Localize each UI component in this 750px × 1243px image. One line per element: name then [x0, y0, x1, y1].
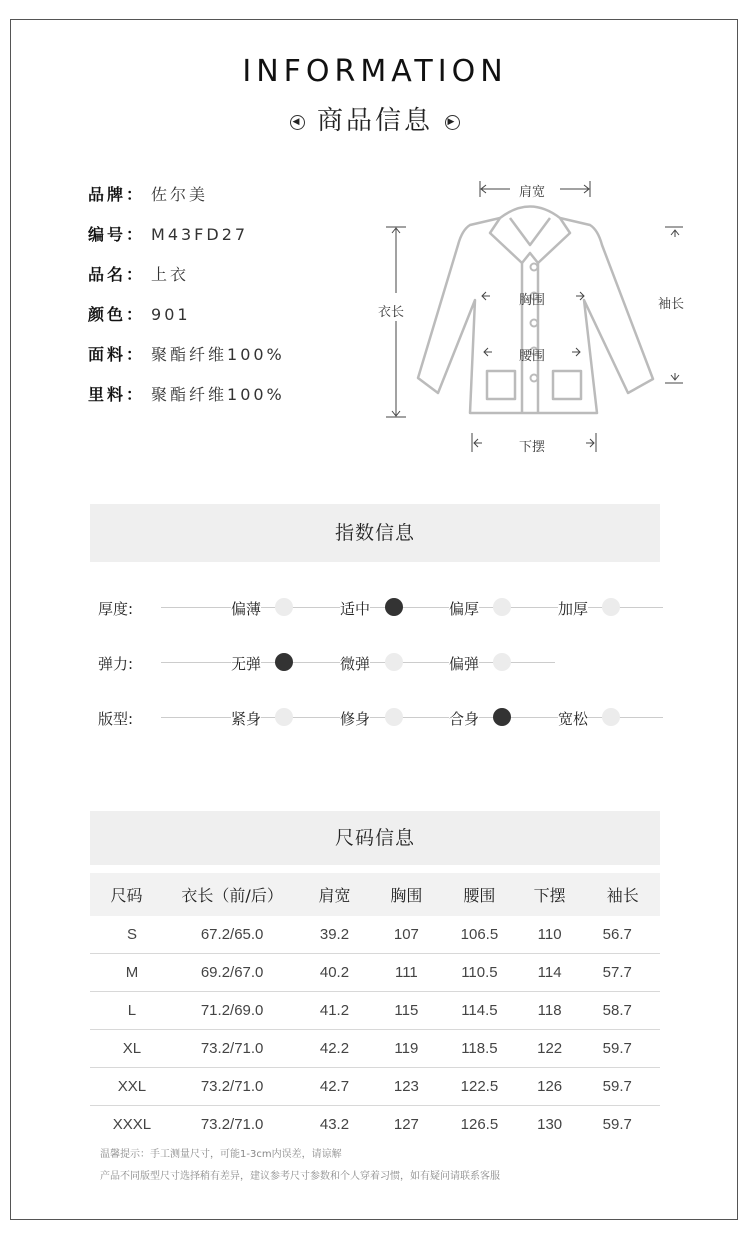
header-hem: 下摆 [514, 873, 586, 916]
option-dot [602, 598, 620, 616]
option-label: 偏薄 [231, 600, 262, 618]
notes [100, 1144, 500, 1188]
header-length: 衣长（前/后） [163, 873, 301, 916]
info-row-name: 品名： 上衣 [88, 265, 190, 284]
table-row: XL 73.2/71.0 42.2 119 118.5 122 59.7 [90, 1030, 660, 1068]
header-chest: 胸围 [368, 873, 446, 916]
info-row-color: 颜色： 901 [88, 305, 191, 324]
option-label: 紧身 [231, 710, 262, 728]
option-label: 宽松 [558, 710, 589, 728]
header-size: 尺码 [90, 873, 163, 916]
option-dot [385, 653, 403, 671]
product-info-list [88, 182, 285, 422]
option-dot [385, 708, 403, 726]
option-dot [493, 598, 511, 616]
title-chinese [0, 100, 750, 137]
header-waist: 腰围 [445, 873, 514, 916]
size-table [90, 873, 660, 1143]
label-length: 衣长 [378, 305, 405, 320]
header-shoulder: 肩宽 [301, 873, 367, 916]
right-arrow-icon: ▶ [445, 115, 460, 130]
option-label: 微弹 [340, 655, 371, 673]
garment-measure-diagram [370, 175, 700, 460]
info-row-code: 编号： M43FD27 [88, 225, 249, 244]
option-label: 适中 [340, 600, 371, 618]
label-sleeve: 袖长 [658, 297, 685, 312]
label-shoulder: 肩宽 [519, 185, 546, 200]
index-row-elasticity: 弹力: 无弹 微弹 偏弹 [98, 648, 668, 678]
option-dot [493, 653, 511, 671]
option-dot [275, 598, 293, 616]
info-row-fabric: 面料： 聚酯纤维100% [88, 345, 285, 364]
table-row: XXXL 73.2/71.0 43.2 127 126.5 130 59.7 [112, 1116, 632, 1133]
option-label: 加厚 [558, 600, 589, 618]
index-section-title: 指数信息 [90, 504, 660, 562]
note-line-2: 产品不同版型尺寸选择稍有差异，建议参考尺寸参数和个人穿着习惯，如有疑问请联系客服 [100, 1171, 500, 1182]
size-table-header [90, 873, 660, 916]
note-line-1: 温馨提示：手工测量尺寸，可能1-3cm内误差，请谅解 [100, 1149, 342, 1160]
header-sleeve: 袖长 [586, 873, 660, 916]
option-dot-selected [385, 598, 403, 616]
table-row: XXL 73.2/71.0 42.7 123 122.5 126 59.7 [90, 1068, 660, 1106]
option-dot [275, 708, 293, 726]
table-row: L 71.2/69.0 41.2 115 114.5 118 58.7 [90, 992, 660, 1030]
label-chest: 胸围 [519, 293, 546, 308]
info-row-brand: 品牌： 佐尔美 [88, 185, 209, 204]
table-row: M 69.2/67.0 40.2 111 110.5 114 57.7 [90, 954, 660, 992]
option-label: 无弹 [231, 655, 262, 673]
table-row: S 67.2/65.0 39.2 107 106.5 110 56.7 [90, 916, 660, 954]
label-waist: 腰围 [519, 349, 546, 364]
left-arrow-icon: ◀ [290, 115, 305, 130]
info-row-lining: 里料： 聚酯纤维100% [88, 385, 285, 404]
option-dot [602, 708, 620, 726]
option-label: 修身 [340, 710, 371, 728]
title-chinese-text: 商品信息 [316, 106, 433, 136]
option-label: 偏厚 [449, 600, 480, 618]
index-row-fit: 版型: 紧身 修身 合身 宽松 [98, 703, 668, 733]
option-label: 合身 [449, 710, 480, 728]
index-row-thickness: 厚度: 偏薄 适中 偏厚 加厚 [98, 593, 668, 623]
option-dot-selected [493, 708, 511, 726]
option-dot-selected [275, 653, 293, 671]
option-label: 偏弹 [449, 655, 480, 673]
title-english: INFORMATION [242, 54, 508, 89]
jacket-outline-icon [370, 175, 700, 460]
label-hem: 下摆 [519, 440, 546, 455]
size-section-title: 尺码信息 [90, 811, 660, 865]
